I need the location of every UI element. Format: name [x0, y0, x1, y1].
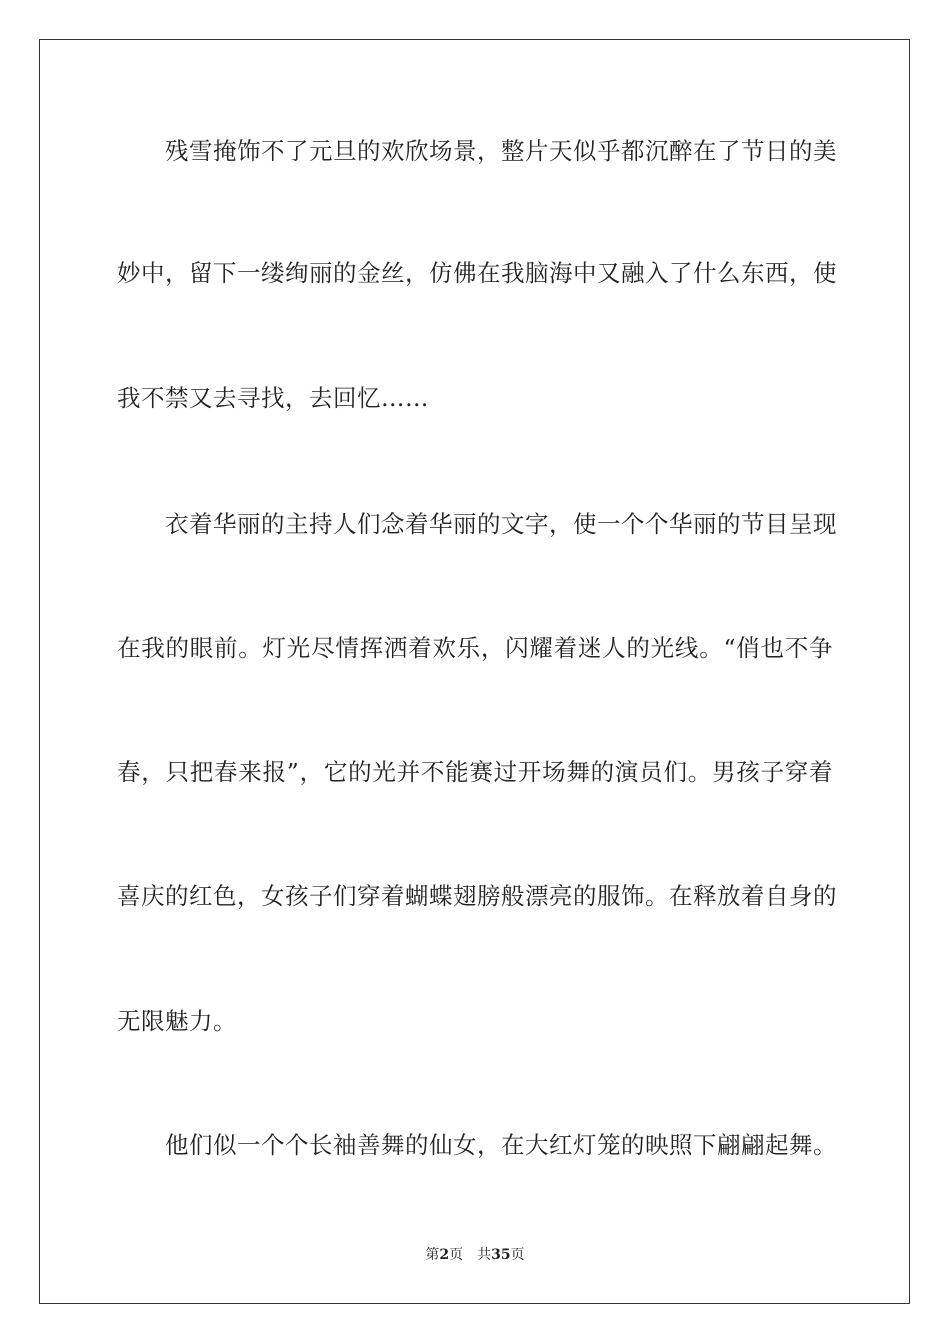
total-suffix: 页	[510, 1247, 525, 1263]
paragraph-2-line-2: 在我的眼前。灯光尽情挥洒着欢乐，闪耀着迷人的光线。“俏也不争	[117, 634, 833, 662]
paragraph-3-line-1: 他们似一个个长袖善舞的仙女，在大红灯笼的映照下翩翩起舞。	[165, 1131, 837, 1159]
paragraph-2-line-4: 喜庆的红色，女孩子们穿着蝴蝶翅膀般漂亮的服饰。在释放着自身的	[117, 882, 837, 910]
paragraph-2-line-5: 无限魅力。	[117, 1007, 237, 1035]
page-number: 2	[439, 1247, 450, 1263]
page-border	[39, 39, 910, 1304]
paragraph-2-line-3: 春，只把春来报”，它的光并不能赛过开场舞的演员们。男孩子穿着	[117, 758, 833, 786]
page-suffix: 页	[449, 1247, 464, 1263]
page-prefix: 第	[425, 1247, 440, 1263]
paragraph-1-line-1: 残雪掩饰不了元旦的欢欣场景，整片天似乎都沉醉在了节日的美	[165, 137, 837, 165]
total-pages: 35	[491, 1247, 511, 1263]
paragraph-2-line-1: 衣着华丽的主持人们念着华丽的文字，使一个个华丽的节目呈现	[165, 510, 837, 538]
paragraph-1-line-2: 妙中，留下一缕绚丽的金丝，仿佛在我脑海中又融入了什么东西，使	[117, 259, 837, 287]
total-prefix: 共	[477, 1247, 492, 1263]
paragraph-1-line-3: 我不禁又去寻找，去回忆……	[117, 384, 429, 412]
page-footer	[0, 1246, 950, 1264]
